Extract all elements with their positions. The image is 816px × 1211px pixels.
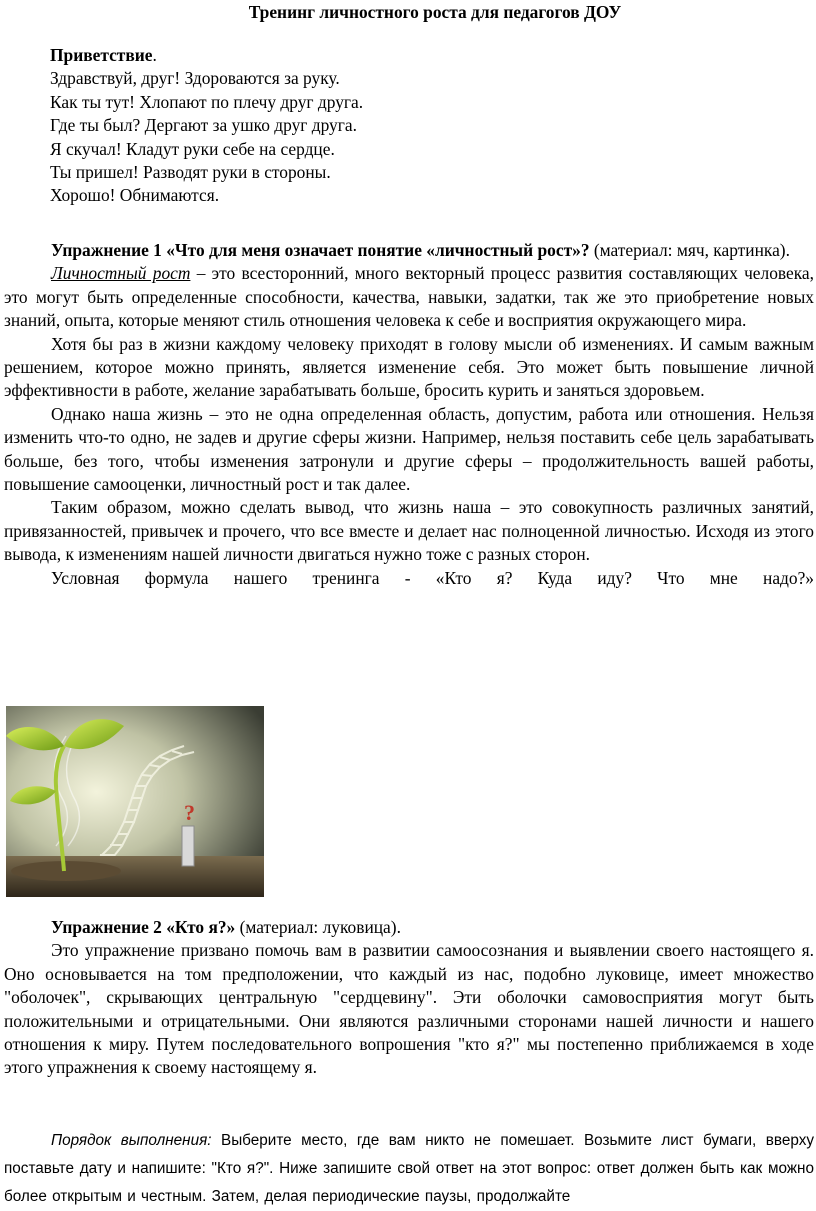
exercise1-paragraph: Хотя бы раз в жизни каждому человеку приходят в голову мысли об изменениях. И самым важным решением, которое можно принять, является изменение себя. Это может быть повышение личной эффективности в работе, желание зарабатывать больше, бросить курить и заняться здоровьем. [4,333,814,401]
procedure-text: Выберите место, где вам никто не помешает. Возьмите лист бумаги, вверху поставьте дату и напишите: "Кто я?". Ниже запишите свой ответ на этот вопрос: ответ должен быть как можно более открытым и честным. Затем, делая периодические паузы, продолжайте [4,1132,814,1205]
question-mark: ? [184,800,195,825]
greeting-line: Ты пришел! Разводят руки в стороны. [50,161,331,182]
exercise2-heading: Упражнение 2 «Кто я?» [51,917,236,937]
greeting-line: Я скучал! Кладут руки себе на сердце. [50,138,335,159]
exercise1-term: Личностный рост [51,263,191,284]
greeting-line: Как ты тут! Хлопают по плечу друг друга. [50,91,364,112]
exercise2-section [4,916,814,1080]
exercise1-section [4,239,814,590]
exercise1-material: (материал: мяч, картинка). [589,240,790,260]
exercise1-definition: – это всесторонний, много векторный процесс развития составляющих человека, это могут быть определенные способности, качества, навыки, задатки, так же это приобретение новых знаний, опыта, которые меняют стиль отношения человека к себе и восприятия окружающего мира. [4,263,814,331]
exercise1-paragraph: Однако наша жизнь – это не одна определенная область, допустим, работа или отношения. Нельзя изменить что-то одно, не задев и другие сферы жизни. Например, нельзя поставить себе цель зарабатывать больше, без того, чтобы изменения затронули и другие сферы – продолжительность вашей работы, повышение самооценки, личностный рост и так далее. [4,403,814,495]
exercise2-heading-paragraph [4,916,814,939]
exercise1-heading: Упражнение 1 «Что для меня означает понятие «личностный рост»? [51,240,590,260]
greeting-section [50,44,750,208]
page-title: Тренинг личностного роста для педагогов ДОУ [248,2,622,22]
exercise1-heading-paragraph [4,239,814,262]
greeting-heading: Приветствие [50,45,153,65]
exercise1-paragraph: Таким образом, можно сделать вывод, что жизнь наша – это совокупность различных занятий, привязанностей, привычек и прочего, что все вместе и делает нас полноценной личностью. Исходя из этого вывода, к изменениям нашей личности двигаться нужно тоже с разных сторон. [4,497,814,565]
growth-illustration-svg [6,706,264,897]
exercise1-definition-paragraph [4,262,814,332]
procedure-label: Порядок выполнения: [51,1132,212,1149]
exercise2-material: (материал: луковица). [235,917,401,937]
procedure-section [4,1127,814,1211]
greeting-heading-dot: . [152,45,157,65]
greeting-line: Хорошо! Обнимаются. [50,185,220,206]
growth-illustration [6,706,264,897]
procedure-paragraph [4,1127,814,1211]
exercise2-paragraph: Это упражнение призвано помочь вам в развитии самоосознания и выявлении своего настоящего я. Оно основывается на том предположении, что каждый из нас, подобно луковице, имеет множество "оболочек", скрывающих центральную "сердцевину". Эти оболочки самовосприятия могут быть положительными и отрицательными. Они являются различными сторонами нашей личности и нашего отношения к миру. Путем последовательного вопрошения "кто я?" мы постепенно приближаемся в ходе этого упражнения к своему настоящему я. [4,940,814,1078]
soil-mound [11,861,121,881]
exercise1-formula: Условная формула нашего тренинга - «Кто я? Куда иду? Что мне надо?» [51,567,814,588]
greeting-line: Где ты был? Дергают за ушко друг друга. [50,115,357,136]
greeting-line: Здравствуй, друг! Здороваются за руку. [50,68,340,89]
signpost-icon [182,800,195,866]
